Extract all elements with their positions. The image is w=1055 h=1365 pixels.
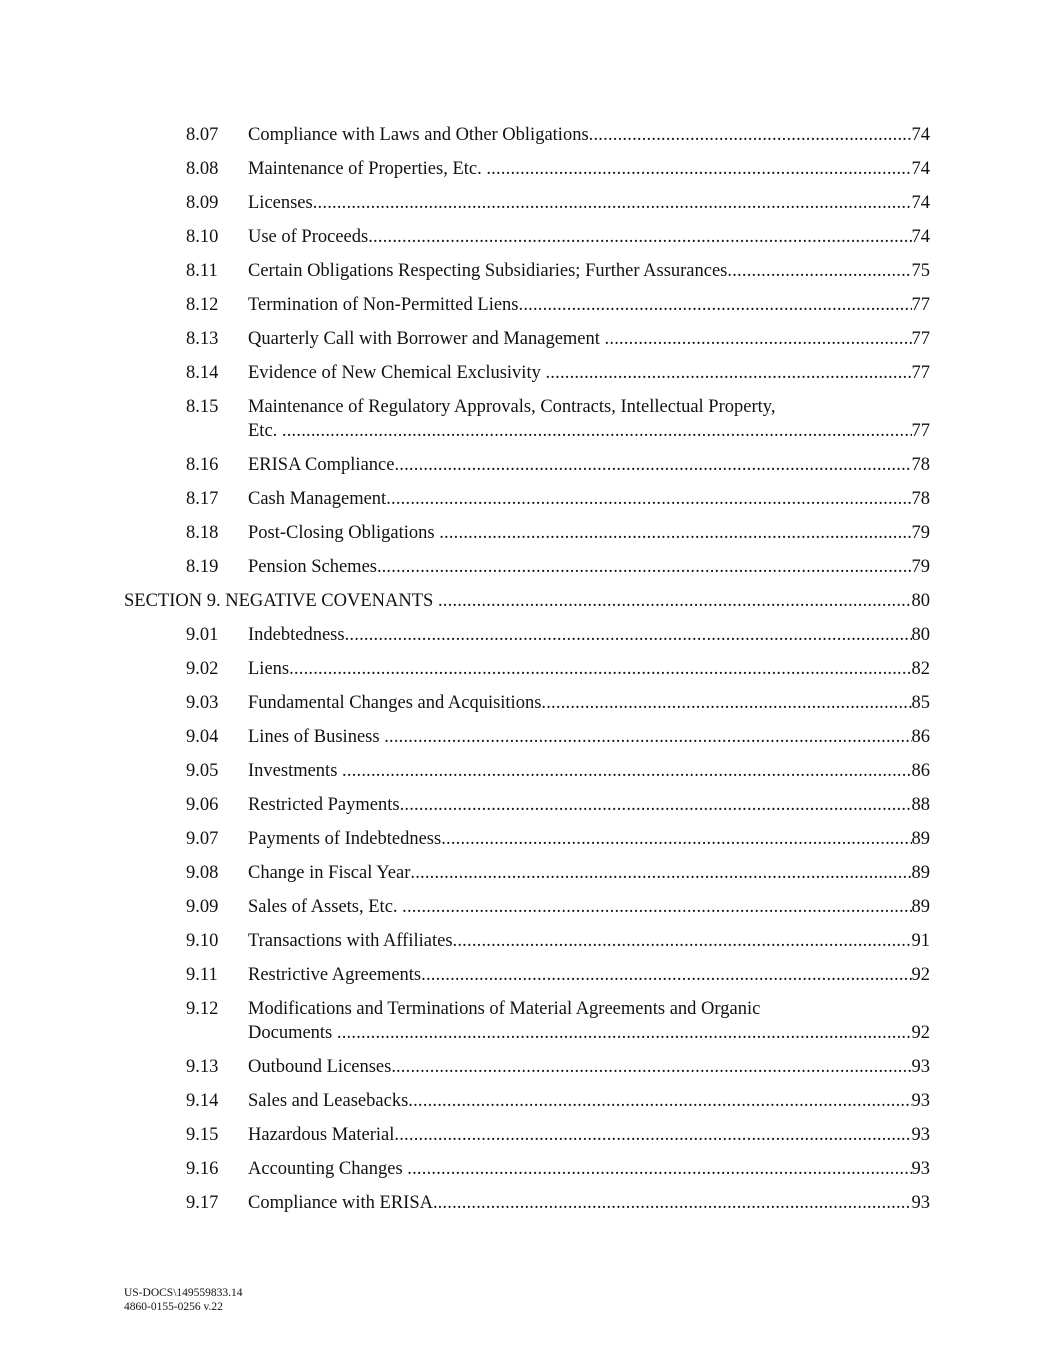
toc-entry-number: 9.12 (186, 999, 219, 1019)
toc-entry-8-11[interactable] (0, 259, 1055, 293)
toc-entry-page: 74 (911, 193, 930, 213)
toc-entry-title: Post-Closing Obligations (248, 523, 440, 543)
dot-leader (337, 1021, 912, 1045)
toc-entry-title: Certain Obligations Respecting Subsidiaries; Further Assurances (248, 261, 728, 281)
toc-entry-number: 9.01 (186, 625, 219, 645)
dot-leader (605, 327, 912, 351)
toc-entry-title: Transactions with Affiliates (248, 931, 453, 951)
toc-entry-8-08[interactable] (0, 157, 1055, 191)
toc-entry-8-10[interactable] (0, 225, 1055, 259)
dot-leader (386, 487, 911, 511)
toc-entry-page: 79 (911, 523, 930, 543)
toc-entry-9-11[interactable] (0, 963, 1055, 997)
toc-entry-9-09[interactable] (0, 895, 1055, 929)
toc-entry-9-08[interactable] (0, 861, 1055, 895)
toc-entry-page: 77 (911, 421, 930, 441)
toc-entry-title: Cash Management (248, 489, 387, 509)
toc-entry-title: Restricted Payments (248, 795, 400, 815)
table-of-contents (0, 123, 1055, 1225)
toc-section-title: SECTION 9. NEGATIVE COVENANTS (124, 591, 438, 611)
toc-entry-9-12[interactable] (0, 997, 1055, 1055)
toc-entry-page: 89 (911, 863, 930, 883)
dot-leader (345, 623, 912, 647)
dot-leader (282, 419, 912, 443)
toc-entry-number: 8.19 (186, 557, 219, 577)
dot-leader (439, 521, 911, 545)
toc-entry-title: Change in Fiscal Year (248, 863, 411, 883)
toc-entry-9-02[interactable] (0, 657, 1055, 691)
toc-entry-number: 9.16 (186, 1159, 219, 1179)
toc-entry-title: Quarterly Call with Borrower and Management (248, 329, 605, 349)
toc-entry-title: Indebtedness (248, 625, 345, 645)
document-footer (124, 1286, 243, 1314)
toc-entry-number: 9.09 (186, 897, 219, 917)
toc-entry-number: 9.07 (186, 829, 219, 849)
dot-leader (394, 453, 911, 477)
toc-entry-number: 9.14 (186, 1091, 219, 1111)
toc-entry-8-07[interactable] (0, 123, 1055, 157)
toc-entry-title: Hazardous Material (248, 1125, 395, 1145)
toc-entry-title: Liens (248, 659, 290, 679)
toc-entry-page: 78 (911, 455, 930, 475)
dot-leader (410, 861, 911, 885)
toc-entry-page: 92 (911, 1023, 930, 1043)
toc-entry-8-09[interactable] (0, 191, 1055, 225)
toc-entry-number: 8.13 (186, 329, 219, 349)
toc-entry-9-05[interactable] (0, 759, 1055, 793)
toc-entry-number: 8.11 (186, 261, 218, 281)
toc-entry-number: 9.15 (186, 1125, 219, 1145)
toc-entry-number: 8.16 (186, 455, 219, 475)
toc-entry-page: 86 (911, 727, 930, 747)
dot-leader (453, 929, 912, 953)
toc-entry-number: 9.13 (186, 1057, 219, 1077)
toc-entry-number: 8.15 (186, 397, 219, 417)
dot-leader (408, 1089, 911, 1113)
toc-entry-number: 8.09 (186, 193, 219, 213)
toc-entry-title: Accounting Changes (248, 1159, 408, 1179)
toc-entry-title: Payments of Indebtedness (248, 829, 442, 849)
toc-entry-9-10[interactable] (0, 929, 1055, 963)
toc-entry-page: 74 (911, 125, 930, 145)
footer-version: 4860-0155-0256 v.22 (124, 1301, 223, 1313)
toc-entry-page: 89 (911, 897, 930, 917)
toc-entry-page: 80 (911, 591, 930, 611)
toc-entry-number: 8.18 (186, 523, 219, 543)
toc-entry-page: 93 (911, 1193, 930, 1213)
dot-leader (541, 691, 911, 715)
toc-entry-title: Restrictive Agreements (248, 965, 422, 985)
toc-entry-title: Sales of Assets, Etc. (248, 897, 403, 917)
toc-entry-number: 9.11 (186, 965, 218, 985)
toc-entry-9-03[interactable] (0, 691, 1055, 725)
dot-leader (384, 725, 911, 749)
toc-entry-number: 8.17 (186, 489, 219, 509)
toc-entry-number: 8.14 (186, 363, 219, 383)
dot-leader (486, 157, 911, 181)
toc-entry-9-04[interactable] (0, 725, 1055, 759)
toc-entry-title: Use of Proceeds (248, 227, 369, 247)
toc-entry-page: 77 (911, 363, 930, 383)
toc-entry-title: Maintenance of Properties, Etc. (248, 159, 487, 179)
toc-entry-page: 93 (911, 1125, 930, 1145)
toc-entry-9-01[interactable] (0, 623, 1055, 657)
dot-leader (400, 793, 912, 817)
toc-entry-8-15[interactable] (0, 395, 1055, 453)
dot-leader (519, 293, 912, 317)
toc-entry-number: 9.03 (186, 693, 219, 713)
dot-leader (394, 1123, 911, 1147)
toc-entry-9-14[interactable] (0, 1089, 1055, 1123)
toc-entry-title: Pension Schemes. (248, 557, 382, 577)
toc-entry-title: Fundamental Changes and Acquisitions (248, 693, 542, 713)
toc-entry-title-line2: Documents (248, 1023, 337, 1043)
toc-entry-9-17[interactable] (0, 1191, 1055, 1225)
toc-entry-page: 93 (911, 1159, 930, 1179)
toc-entry-8-18[interactable] (0, 521, 1055, 555)
dot-leader (289, 657, 911, 681)
toc-entry-number: 9.02 (186, 659, 219, 679)
toc-entry-number: 9.10 (186, 931, 219, 951)
dot-leader (402, 895, 911, 919)
toc-entry-title: Licenses (248, 193, 313, 213)
toc-entry-page: 79 (911, 557, 930, 577)
toc-entry-title: ERISA Compliance (248, 455, 395, 475)
toc-entry-page: 77 (911, 295, 930, 315)
toc-entry-number: 9.17 (186, 1193, 219, 1213)
toc-entry-title: Investments (248, 761, 343, 781)
toc-entry-title-line2: Etc. (248, 421, 282, 441)
toc-entry-page: 93 (911, 1057, 930, 1077)
toc-entry-number: 8.08 (186, 159, 219, 179)
toc-entry-page: 89 (911, 829, 930, 849)
toc-entry-page: 78 (911, 489, 930, 509)
toc-entry-page: 91 (911, 931, 930, 951)
footer-doc-id: US-DOCS\149559833.14 (124, 1287, 243, 1299)
dot-leader (727, 259, 911, 283)
toc-entry-title-line1: Modifications and Terminations of Material Agreements and Organic (248, 999, 761, 1019)
toc-entry-8-13[interactable] (0, 327, 1055, 361)
toc-entry-9-06[interactable] (0, 793, 1055, 827)
toc-entry-8-14[interactable] (0, 361, 1055, 395)
dot-leader (421, 963, 911, 987)
toc-entry-page: 82 (911, 659, 930, 679)
dot-leader (382, 555, 912, 579)
toc-entry-number: 8.10 (186, 227, 219, 247)
dot-leader (396, 1055, 912, 1079)
toc-entry-number: 9.08 (186, 863, 219, 883)
toc-entry-page: 93 (911, 1091, 930, 1111)
toc-entry-page: 80 (911, 625, 930, 645)
toc-entry-page: 86 (911, 761, 930, 781)
toc-entry-title-line1: Maintenance of Regulatory Approvals, Contracts, Intellectual Property, (248, 397, 776, 417)
dot-leader (313, 191, 912, 215)
dot-leader (407, 1157, 911, 1181)
toc-entry-number: 8.07 (186, 125, 219, 145)
dot-leader (438, 1191, 912, 1215)
toc-entry-title: Lines of Business (248, 727, 385, 747)
dot-leader (438, 589, 912, 613)
toc-entry-9-15[interactable] (0, 1123, 1055, 1157)
dot-leader (441, 827, 911, 851)
toc-entry-title: Evidence of New Chemical Exclusivity (248, 363, 546, 383)
toc-entry-page: 77 (911, 329, 930, 349)
toc-entry-number: 9.04 (186, 727, 219, 747)
toc-entry-9-13[interactable] (0, 1055, 1055, 1089)
toc-entry-page: 75 (911, 261, 930, 281)
toc-entry-title: Outbound Licenses. (248, 1057, 396, 1077)
toc-entry-8-12[interactable] (0, 293, 1055, 327)
toc-entry-number: 9.05 (186, 761, 219, 781)
toc-section-9-heading[interactable] (0, 589, 1055, 623)
toc-entry-9-16[interactable] (0, 1157, 1055, 1191)
toc-entry-8-16[interactable] (0, 453, 1055, 487)
toc-entry-title: Sales and Leasebacks (248, 1091, 409, 1111)
toc-entry-page: 74 (911, 227, 930, 247)
dot-leader (589, 123, 912, 147)
dot-leader (342, 759, 911, 783)
toc-entry-number: 9.06 (186, 795, 219, 815)
toc-entry-title: Compliance with Laws and Other Obligations (248, 125, 589, 145)
toc-entry-page: 92 (911, 965, 930, 985)
dot-leader (545, 361, 911, 385)
toc-entry-page: 74 (911, 159, 930, 179)
toc-entry-8-17[interactable] (0, 487, 1055, 521)
toc-entry-9-07[interactable] (0, 827, 1055, 861)
toc-entry-page: 85 (911, 693, 930, 713)
toc-entry-page: 88 (911, 795, 930, 815)
dot-leader (368, 225, 911, 249)
toc-entry-title: Termination of Non-Permitted Liens (248, 295, 519, 315)
toc-entry-8-19[interactable] (0, 555, 1055, 589)
toc-entry-number: 8.12 (186, 295, 219, 315)
toc-entry-title: Compliance with ERISA. (248, 1193, 438, 1213)
